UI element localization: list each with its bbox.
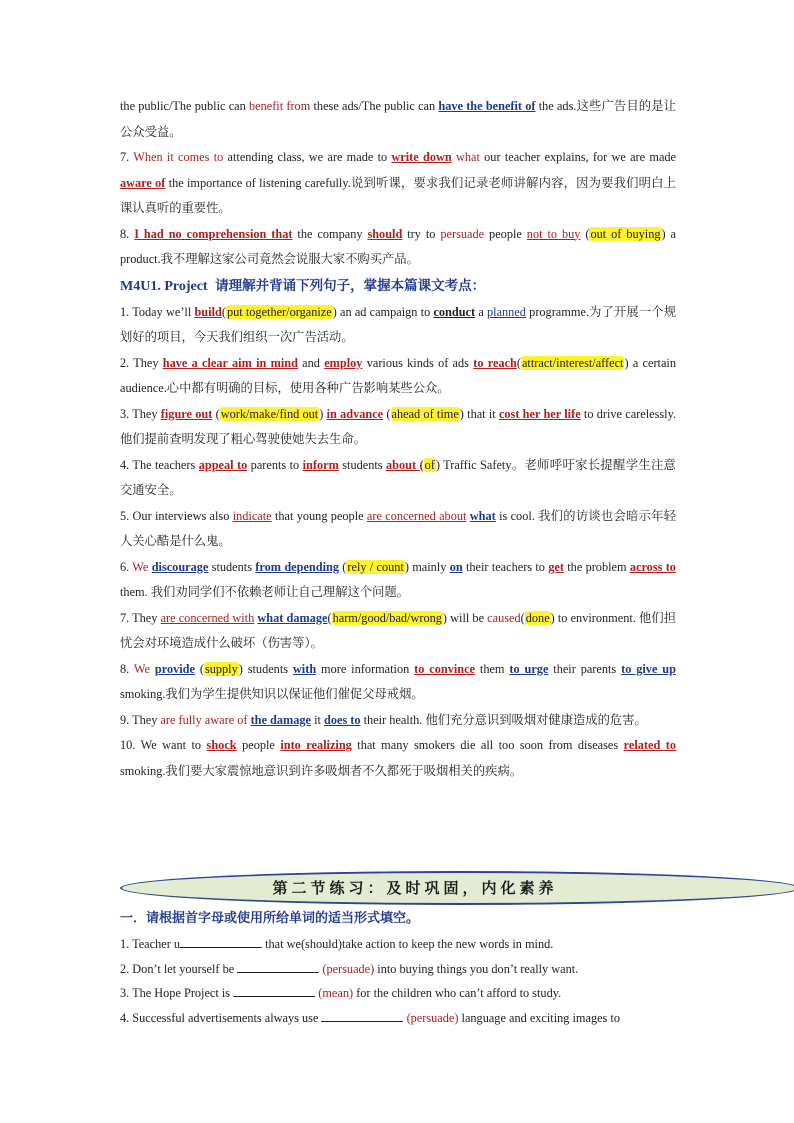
text-run: 4. The teachers bbox=[120, 457, 199, 472]
text-run: students bbox=[338, 457, 386, 472]
sentence-10 bbox=[120, 733, 676, 784]
exercise-section bbox=[120, 906, 676, 1030]
key-phrase: write down bbox=[391, 150, 452, 164]
text-run: the ads.这些广告目的是让公众受益。 bbox=[120, 99, 677, 139]
key-phrase: I had no comprehension that bbox=[134, 226, 293, 241]
key-phrase: on bbox=[449, 559, 463, 574]
sentence-1 bbox=[120, 300, 676, 351]
exercise-item-4 bbox=[120, 1006, 676, 1031]
document-body bbox=[120, 94, 676, 784]
text-run: ) that it bbox=[459, 406, 499, 421]
key-phrase: does to bbox=[324, 712, 361, 727]
exercise-title: 一．请根据首字母或使用所给单词的适当形式填空。 bbox=[120, 911, 420, 926]
key-phrase: get bbox=[548, 559, 564, 574]
exercise-text-before: 1. Teacher u bbox=[120, 937, 181, 951]
highlighted-synonym: harm/good/bad/wrong bbox=[332, 610, 442, 625]
text-run: 8. bbox=[120, 226, 135, 241]
text-run: to drive carelessly.他们提前查明发现了粗心驾驶使她失去生命。 bbox=[120, 406, 677, 446]
text-run: ) bbox=[319, 406, 327, 421]
exercise-item-2 bbox=[120, 957, 676, 982]
sentence-3 bbox=[120, 402, 676, 453]
text-run: 6. bbox=[120, 559, 133, 574]
text-run: ) a product.我不理解这家公司竟然会说服大家不购买产品。 bbox=[120, 226, 677, 266]
key-phrase: planned bbox=[487, 304, 526, 319]
sentence-7 bbox=[120, 606, 676, 657]
key-phrase: are fully aware of bbox=[160, 712, 248, 727]
text-run: 1. Today we’ll bbox=[120, 304, 195, 319]
text-run: 9. They bbox=[120, 712, 161, 727]
key-phrase: have a clear aim in mind bbox=[162, 355, 298, 370]
highlighted-synonym: attract/interest/affect bbox=[521, 355, 624, 370]
text-run: our teacher explains, for we are made bbox=[479, 150, 677, 164]
text-run: these ads/The public can bbox=[310, 99, 439, 113]
exercise-text-after: for the children who can’t afford to study. bbox=[353, 986, 562, 1000]
text-run: them bbox=[475, 661, 510, 676]
sentence-2 bbox=[120, 351, 676, 402]
exercise-text-after: into buying things you don’t really want. bbox=[374, 961, 579, 976]
section-heading-zh: 请理解并背诵下列句子，掌握本篇课文考点： bbox=[215, 277, 486, 293]
key-phrase: should bbox=[367, 226, 403, 241]
text-run: their health. 他们充分意识到吸烟对健康造成的危害。 bbox=[360, 712, 647, 727]
exercise-text-before: 2. Don’t let yourself be bbox=[120, 961, 238, 976]
key-phrase: persuade bbox=[440, 226, 485, 241]
text-run: parents to bbox=[247, 457, 303, 472]
key-phrase: related to bbox=[623, 738, 676, 752]
key-phrase: into realizing bbox=[280, 738, 352, 752]
text-run: the problem bbox=[563, 559, 630, 574]
highlighted-synonym: out of buying bbox=[590, 226, 661, 241]
text-run: ( bbox=[516, 355, 521, 370]
sentence-4 bbox=[120, 453, 676, 504]
text-run: 2. They bbox=[120, 355, 163, 370]
text-run: 7. They bbox=[120, 610, 161, 625]
exercise-text-after: that we(should)take action to keep the new words in mind. bbox=[262, 937, 554, 951]
exercise-text-before: 3. The Hope Project is bbox=[120, 986, 234, 1000]
text-run: ( bbox=[383, 406, 391, 421]
text-run: ) Traffic Safety。老师呼吁家长提醒学生注意交通安全。 bbox=[120, 457, 676, 497]
sentence-5 bbox=[120, 504, 676, 555]
key-phrase: not to buy bbox=[526, 226, 581, 241]
text-run: ) a certain audience.心中都有明确的目标，使用各种广告影响某些公众。 bbox=[120, 355, 676, 395]
text-run: the public/The public can bbox=[120, 99, 249, 113]
answer-blank[interactable] bbox=[180, 935, 262, 948]
key-phrase: to give up bbox=[621, 661, 676, 676]
text-run: 5. Our interviews also bbox=[120, 508, 233, 523]
text-run: 10. We want to bbox=[120, 738, 207, 752]
text-run: ) will be bbox=[442, 610, 488, 625]
project-sentences bbox=[120, 300, 676, 785]
text-run: it bbox=[311, 712, 324, 727]
text-run: and bbox=[297, 355, 325, 370]
paragraph-1 bbox=[120, 94, 676, 145]
text-run: the company bbox=[292, 226, 368, 241]
exercise-item-1 bbox=[120, 932, 676, 957]
text-run: 3. They bbox=[120, 406, 161, 421]
text-run: ( bbox=[212, 406, 220, 421]
highlighted-synonym: work/make/find out bbox=[220, 406, 319, 421]
exercise-text-before: 4. Successful advertisements always use bbox=[120, 1010, 322, 1025]
key-phrase: appeal to bbox=[198, 457, 248, 472]
word-hint: (persuade) bbox=[322, 961, 375, 976]
key-phrase: provide bbox=[154, 661, 195, 676]
highlighted-synonym: ahead of time bbox=[391, 406, 459, 421]
highlighted-synonym: rely / count bbox=[347, 559, 404, 574]
key-phrase: shock bbox=[206, 738, 237, 752]
key-phrase: what bbox=[455, 150, 480, 164]
sentence-9 bbox=[120, 708, 676, 734]
text-run: ) mainly bbox=[404, 559, 450, 574]
text-run: the importance of listening carefully.说到听课，要求我们记录老师讲解内容，因为要我们明白上课认真听的重要性。 bbox=[120, 175, 676, 215]
key-phrase: in advance bbox=[326, 406, 384, 421]
text-run: 8. bbox=[120, 661, 134, 676]
text-run: try to bbox=[402, 226, 441, 241]
text-run: that young people bbox=[271, 508, 367, 523]
word-hint: (persuade) bbox=[406, 1010, 459, 1025]
text-run: is cool. 我们的访谈也会暗示年轻人关心酷是什么鬼。 bbox=[120, 508, 676, 548]
key-phrase: inform bbox=[302, 457, 339, 472]
text-run: ) an ad campaign to bbox=[332, 304, 434, 319]
text-run: them. 我们劝同学们不依赖老师让自己理解这个问题。 bbox=[120, 585, 409, 599]
section-heading bbox=[120, 273, 676, 300]
key-phrase: employ bbox=[324, 355, 363, 370]
sentence-6 bbox=[120, 555, 676, 606]
text-run: ( bbox=[580, 226, 590, 241]
key-phrase: about ( bbox=[385, 457, 424, 472]
key-phrase: indicate bbox=[232, 508, 272, 523]
text-run: people bbox=[484, 226, 527, 241]
text-run: ( bbox=[194, 661, 204, 676]
key-phrase: build bbox=[194, 304, 222, 319]
text-run: a bbox=[475, 304, 488, 319]
text-run: ) to environment. 他们担忧会对环境造成什么破坏（伤害等）。 bbox=[120, 610, 677, 650]
text-run: people bbox=[236, 738, 281, 752]
text-run: ( bbox=[221, 304, 226, 319]
exercise-banner bbox=[120, 871, 794, 907]
exercise-items bbox=[120, 932, 676, 1030]
text-run: smoking.我们要大家震惊地意识到许多吸烟者不久都死于吸烟相关的疾病。 bbox=[120, 763, 523, 778]
key-phrase: with bbox=[292, 661, 317, 676]
intro-paragraphs bbox=[120, 94, 676, 273]
paragraph-3 bbox=[120, 222, 676, 273]
key-phrase: the damage bbox=[250, 712, 312, 727]
key-phrase: aware of bbox=[120, 175, 166, 190]
key-phrase: discourage bbox=[151, 559, 209, 574]
key-phrase: are concerned about bbox=[366, 508, 467, 523]
text-run: ) students bbox=[238, 661, 293, 676]
key-phrase: have the benefit of bbox=[438, 99, 536, 113]
text-run: ( bbox=[520, 610, 525, 625]
answer-blank[interactable] bbox=[233, 984, 315, 997]
exercise-text-after: language and exciting images to bbox=[458, 1010, 620, 1025]
key-phrase: across to bbox=[629, 559, 676, 574]
text-run: smoking.我们为学生提供知识以保证他们催促父母戒烟。 bbox=[120, 687, 424, 701]
text-run: attending class, we are made to bbox=[223, 150, 392, 164]
answer-blank[interactable] bbox=[237, 960, 319, 973]
text-run: ( bbox=[327, 610, 332, 625]
key-phrase: from depending bbox=[255, 559, 339, 574]
exercise-item-3 bbox=[120, 981, 676, 1006]
text-run: programme.为了开展一个规划好的项目，今天我们组织一次广告活动。 bbox=[120, 304, 676, 344]
key-phrase: to reach bbox=[473, 355, 517, 370]
text-run: that many smokers die all too soon from diseases bbox=[351, 738, 624, 752]
key-phrase: figure out bbox=[160, 406, 213, 421]
sentence-8 bbox=[120, 657, 676, 708]
text-run: their teachers to bbox=[462, 559, 549, 574]
highlighted-synonym: put together/organize bbox=[226, 304, 332, 319]
key-phrase: caused bbox=[487, 610, 521, 625]
key-phrase: what damage bbox=[257, 610, 328, 625]
text-run: 7. bbox=[120, 150, 134, 164]
key-phrase: to convince bbox=[414, 661, 476, 676]
text-run: more information bbox=[316, 661, 415, 676]
text-run: their parents bbox=[548, 661, 622, 676]
key-phrase: are concerned with bbox=[160, 610, 255, 625]
answer-blank[interactable] bbox=[321, 1009, 403, 1022]
text-run: ( bbox=[339, 559, 347, 574]
highlighted-synonym: done bbox=[525, 610, 550, 625]
word-hint: (mean) bbox=[318, 986, 354, 1000]
key-phrase: We bbox=[132, 559, 149, 574]
key-phrase: cost her her life bbox=[498, 406, 581, 421]
key-phrase: We bbox=[133, 661, 150, 676]
banner-text: 第二节练习：及时巩固，内化素养 bbox=[272, 879, 558, 897]
section-heading-en: M4U1. Project bbox=[120, 278, 208, 294]
paragraph-2 bbox=[120, 145, 676, 222]
key-phrase: to urge bbox=[509, 661, 549, 676]
key-phrase: benefit from bbox=[249, 99, 311, 113]
text-run: various kinds of ads bbox=[362, 355, 474, 370]
key-phrase: When it comes to bbox=[133, 150, 224, 164]
text-run: conduct bbox=[433, 304, 476, 319]
key-phrase: what bbox=[469, 508, 496, 523]
highlighted-synonym: of bbox=[424, 457, 435, 472]
text-run: students bbox=[208, 559, 256, 574]
highlighted-synonym: supply bbox=[204, 661, 238, 676]
